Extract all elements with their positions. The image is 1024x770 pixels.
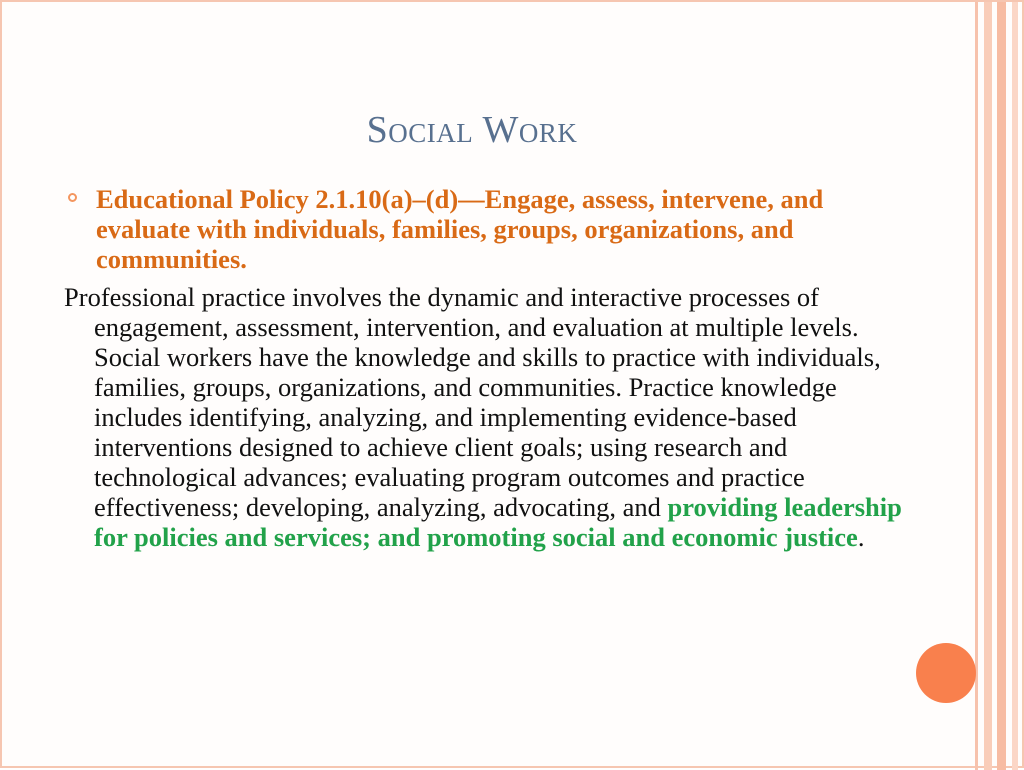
bullet-item (64, 184, 904, 274)
stripe (997, 2, 1006, 770)
accent-circle (916, 643, 976, 703)
body-paragraph (64, 282, 904, 552)
stripe (984, 2, 992, 770)
policy-heading: Educational Policy 2.1.10(a)–(d)—Engage, assess, intervene, and evaluate with individuals, families, groups, organizations, and communities. (96, 184, 824, 274)
decorative-stripes (970, 2, 1022, 770)
paragraph-end: . (857, 522, 865, 552)
stripe (1012, 2, 1018, 770)
paragraph-text: Professional practice involves the dynamic and interactive processes of engagement, assessment, intervention, and evaluation at multiple levels. Social workers have the knowledge and skills to practice with individuals, families, groups, organizations, and communities. Practice knowledge includes identifying, analyzing, and implementing evidence-based interventions designed to achieve client goals; using research and technological advances; evaluating program outcomes and practice effectiveness; developing, analyzing, advocating, and (64, 282, 881, 522)
slide-body (64, 184, 904, 552)
slide-title: Social Work (366, 109, 578, 151)
bullet-circle-icon (68, 193, 77, 202)
stripe (975, 2, 978, 770)
emphasis-text: providing leadership for policies and services; and promoting social and economic justice (94, 492, 902, 552)
